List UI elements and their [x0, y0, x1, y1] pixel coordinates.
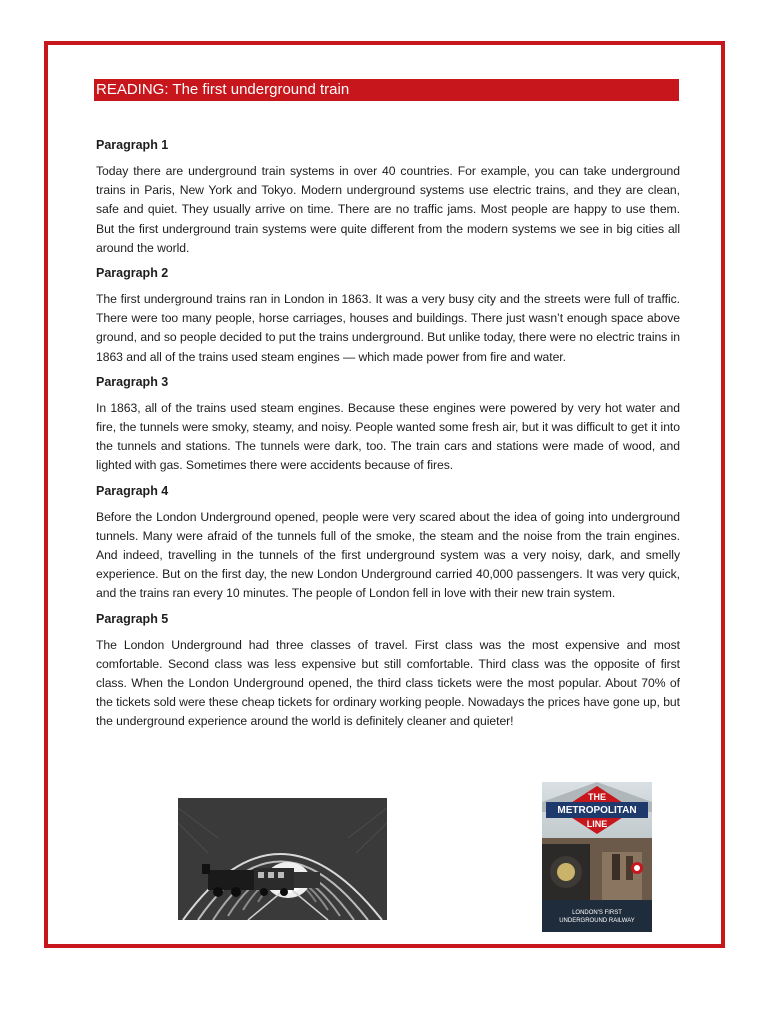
paragraph-2-heading: Paragraph 2	[96, 266, 169, 281]
tunnel-illustration	[178, 798, 387, 920]
paragraph-1-text: Today there are underground train systems in over 40 countries. For example, you can take underground trains in Paris, New York and Tokyo. Modern underground systems use electric trains, and they are clean, safe and quiet. They usually arrive on time. There are no traffic jams. Most people are happy to use them. But the first underground train systems were quite different from the modern systems we see in big cities all around the world.	[96, 164, 680, 255]
paragraph-2-text: The first underground trains ran in London in 1863. It was a very busy city and the streets were full of traffic. There were too many people, horse carriages, houses and buildings. There just wasn’t enough space above ground, and so people decided to put the trains underground. But unlike today, there were no electric trains in 1863 and all of the trains used steam engines — which made power from fire and water.	[96, 292, 680, 364]
page-frame	[44, 41, 725, 948]
poster-subtitle-line2: UNDERGROUND RAILWAY	[559, 918, 635, 924]
poster-title-line2: METROPOLITAN	[557, 805, 637, 816]
paragraph-4-text: Before the London Underground opened, people were very scared about the idea of going into underground tunnels. Many were afraid of the tunnels full of the smoke, the steam and the noise from the train engines. And indeed, travelling in the tunnels of the first underground system was a very noisy, dark, and smelly experience. But on the first day, the new London Underground carried 40,000 passengers. It was very quick, and the trains ran every 10 minutes. The people of London fell in love with their new train system.	[96, 509, 680, 601]
paragraph-3-text: In 1863, all of the trains used steam engines. Because these engines were powered by very hot water and fire, the tunnels were smoky, steamy, and noisy. People wanted some fresh air, but it was difficult to get it into the tunnels and stations. The tunnels were dark, too. The train cars and stations were made of wood, and lighted with gas. Sometimes there were accidents because of fires.	[96, 400, 680, 473]
poster-subtitle-line1: LONDON'S FIRST	[572, 910, 622, 916]
page-title: READING: The first underground train	[94, 79, 679, 101]
paragraph-1-heading: Paragraph 1	[96, 138, 169, 152]
tunnel-engraving-image	[178, 798, 387, 920]
paragraph-5-heading: Paragraph 5	[96, 611, 169, 626]
metropolitan-line-poster	[542, 782, 652, 932]
paragraph-5-text: The London Underground had three classes of travel. First class was the most expensive and most comfortable. Second class was less expensive but still comfortable. Third class was the opposite of first class. When the London Underground opened, the third class tickets were the most popular. About 70% of the tickets sold were these cheap tickets for ordinary working people. Nowadays the prices have gone up, but the underground experience around the world is definitely cleaner and quieter!	[96, 637, 680, 729]
paragraph-3-heading: Paragraph 3	[96, 374, 169, 389]
poster-title-line1: THE	[588, 792, 606, 802]
poster-title-line3: LINE	[586, 819, 608, 829]
paragraph-4-heading: Paragraph 4	[96, 483, 169, 498]
poster-image	[542, 782, 652, 932]
reading-content	[96, 137, 680, 739]
